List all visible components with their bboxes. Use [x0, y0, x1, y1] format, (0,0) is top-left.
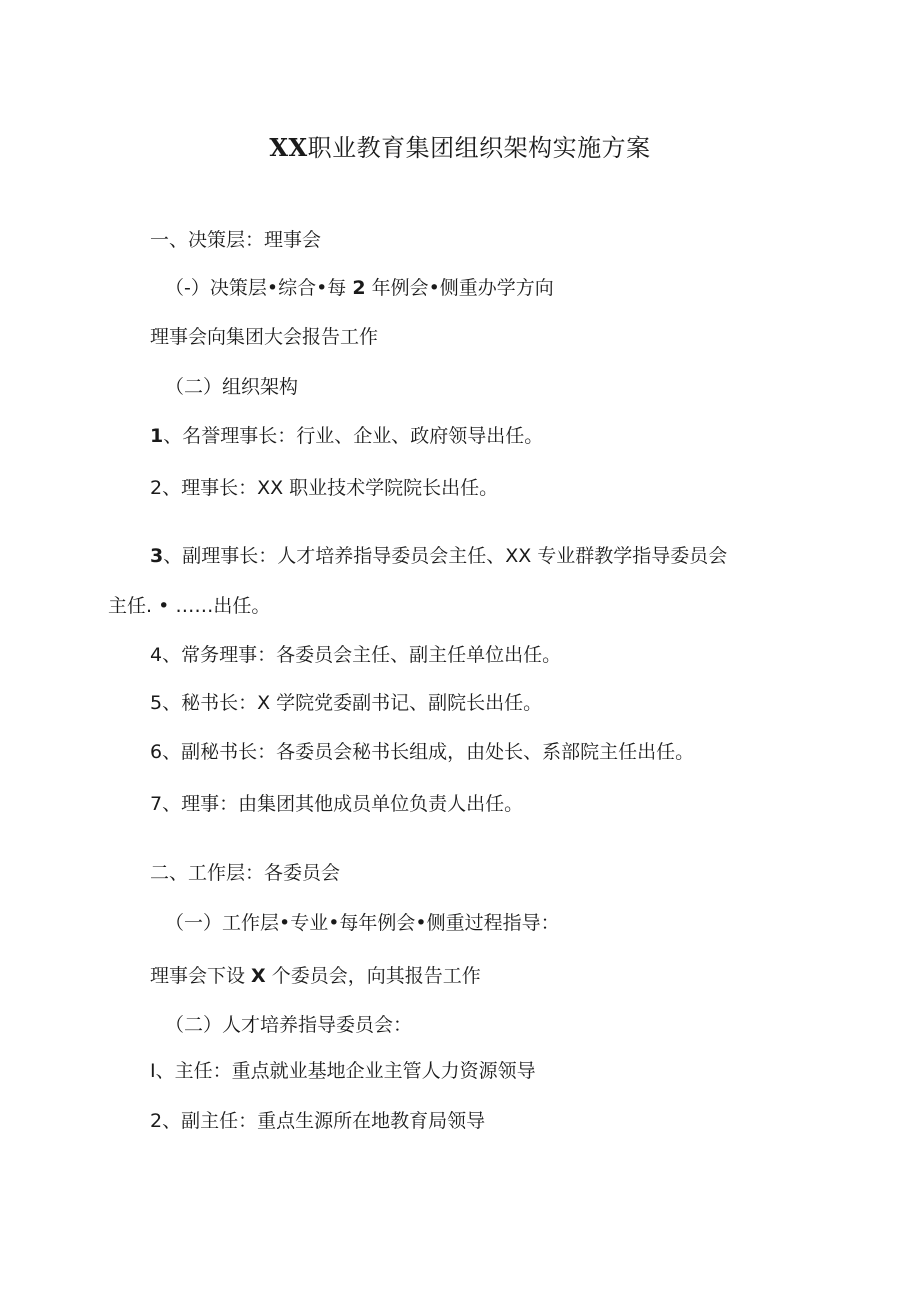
- section-heading-working-layer: 二、工作层：各委员会: [150, 862, 341, 884]
- line-pre: 理事会下设: [150, 965, 252, 987]
- title-prefix: XX: [269, 133, 308, 162]
- list-item-vice-chair: [150, 541, 727, 571]
- list-number: 3: [150, 545, 164, 567]
- section-heading-decision-layer: 一、决策层：理事会: [150, 229, 322, 251]
- subsection-working-layer-summary: （一）工作层•专业•每年例会•侧重过程指导：: [165, 912, 560, 934]
- subsection-org-structure: （二）组织架构: [165, 376, 299, 398]
- list-item-committee-director: I、主任：重点就业基地企业主管人力资源领导: [150, 1060, 536, 1082]
- paragraph-committees: [150, 961, 481, 991]
- subsection-talent-committee: （二）人才培养指导委员会：: [165, 1014, 413, 1036]
- list-item-committee-deputy-director: 2、副主任：重点生源所在地教育局领导: [150, 1110, 486, 1132]
- title-text: 职业教育集团组织架构实施方案: [307, 134, 651, 162]
- line-bold: 2: [352, 277, 366, 299]
- list-item-secretary-general: 5、秘书长：X 学院党委副书记、副院长出任。: [150, 692, 543, 714]
- list-item-honorary-chair: [150, 421, 543, 451]
- list-item-chair: 2、理事长：XX 职业技术学院院长出任。: [150, 477, 499, 499]
- document-title: [0, 130, 920, 166]
- line-post: 个委员会，向其报告工作: [265, 965, 481, 987]
- line-post: 年例会•侧重办学方向: [365, 277, 554, 299]
- list-number: 1: [150, 425, 164, 447]
- list-item-vice-chair-continued: 主任. • ……出任。: [108, 595, 271, 617]
- line-bold: X: [251, 965, 266, 987]
- list-item-executive-director: 4、常务理事：各委员会主任、副主任单位出任。: [150, 644, 562, 666]
- paragraph-council-reports: 理事会向集团大会报告工作: [150, 326, 379, 348]
- list-item-director: 7、理事：由集团其他成员单位负责人出任。: [150, 793, 524, 815]
- list-item-deputy-secretary-general: 6、副秘书长：各委员会秘书长组成，由处长、系部院主任出任。: [150, 741, 695, 763]
- list-text: 、名誉理事长：行业、企业、政府领导出任。: [163, 425, 544, 447]
- line-pre: （-）决策层•综合•每: [165, 277, 353, 299]
- list-text: 、副理事长：人才培养指导委员会主任、XX 专业群教学指导委员会: [163, 545, 728, 567]
- subsection-decision-layer-summary: [165, 273, 554, 303]
